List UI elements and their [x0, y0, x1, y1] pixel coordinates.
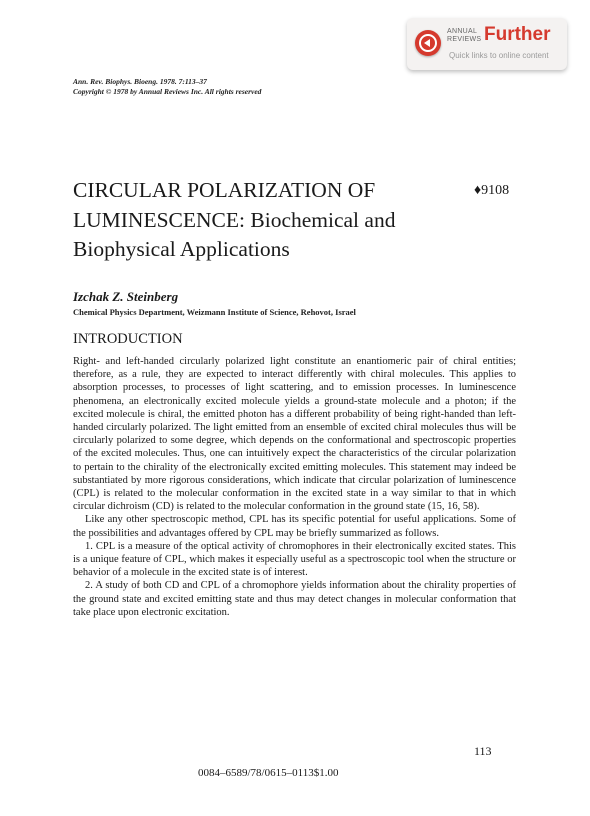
page-number: 113	[474, 744, 492, 758]
article-code: ♦9108	[474, 183, 510, 198]
paragraph: 2. A study of both CD and CPL of a chromophore yields information about the chirality properties of the ground state and excited emitting state and thus may detect changes in molecular conformation that take place upon electronic excitation.	[73, 580, 516, 618]
paragraph: Right- and left-handed circularly polarized light constitute an enantiomeric pair of chiral entities; therefore, as a rule, they are expected to interact differently with chiral molecules. This applies to absorption processes, to processes of light scattering, and to emission processes. In luminescence phenomena, an electronically excited molecule yields a ground-state molecule and a photon; if the excited molecule is chiral, the emitted photon has a different probability of being right-handed than left-handed circularly polarized. The light emitted from an ensemble of excited chiral molecules thus will be circularly polarized to some degree, which depends on the conformational and spectroscopic properties of the excited molecules. Thus, one can intuitively expect the characteristics of the circular polarization to pertain to the chirality of the electronically excited emitting molecules. This statement may indeed be substantiated by more rigorous considerations, which indicate that circular polarization of luminescence (CPL) is related to the molecular conformation in the excited state in a way similar to that in which circular dichroism (CD) is related to the molecular conformation in the ground state (15, 16, 58).	[73, 356, 516, 513]
article-title: CIRCULAR POLARIZATION OF LUMINESCENCE: Biochemical and Biophysical Applications	[73, 178, 396, 261]
footer-code: 0084–6589/78/0615–0113$1.00	[198, 767, 339, 779]
paragraph: Like any other spectroscopic method, CPL has its specific potential for useful applications. Some of the possibilities and advantages offered by CPL may be briefly summarized as follows.	[73, 514, 516, 539]
annual-reviews-further-badge[interactable]	[407, 18, 567, 70]
body-text	[73, 355, 516, 619]
section-heading: INTRODUCTION	[73, 331, 183, 347]
author-name: Izchak Z. Steinberg	[73, 289, 179, 304]
author-affiliation: Chemical Physics Department, Weizmann Institute of Science, Rehovot, Israel	[73, 307, 356, 317]
paragraph: 1. CPL is a measure of the optical activity of chromophores in their electronically excited states. This is a unique feature of CPL, which makes it especially useful as a spectroscopic tool when the structure or behavior of a molecule in the excited state is of interest.	[73, 540, 516, 579]
badge-further-text: Further	[484, 24, 551, 45]
arrow-left-icon	[415, 30, 441, 56]
badge-annual-reviews-text: ANNUAL REVIEWS	[447, 28, 482, 43]
badge-subtitle: Quick links to online content	[449, 51, 549, 60]
journal-citation: Ann. Rev. Biophys. Bioeng. 1978. 7:113–37 Copyright © 1978 by Annual Reviews Inc. All rights reserved	[73, 77, 262, 96]
